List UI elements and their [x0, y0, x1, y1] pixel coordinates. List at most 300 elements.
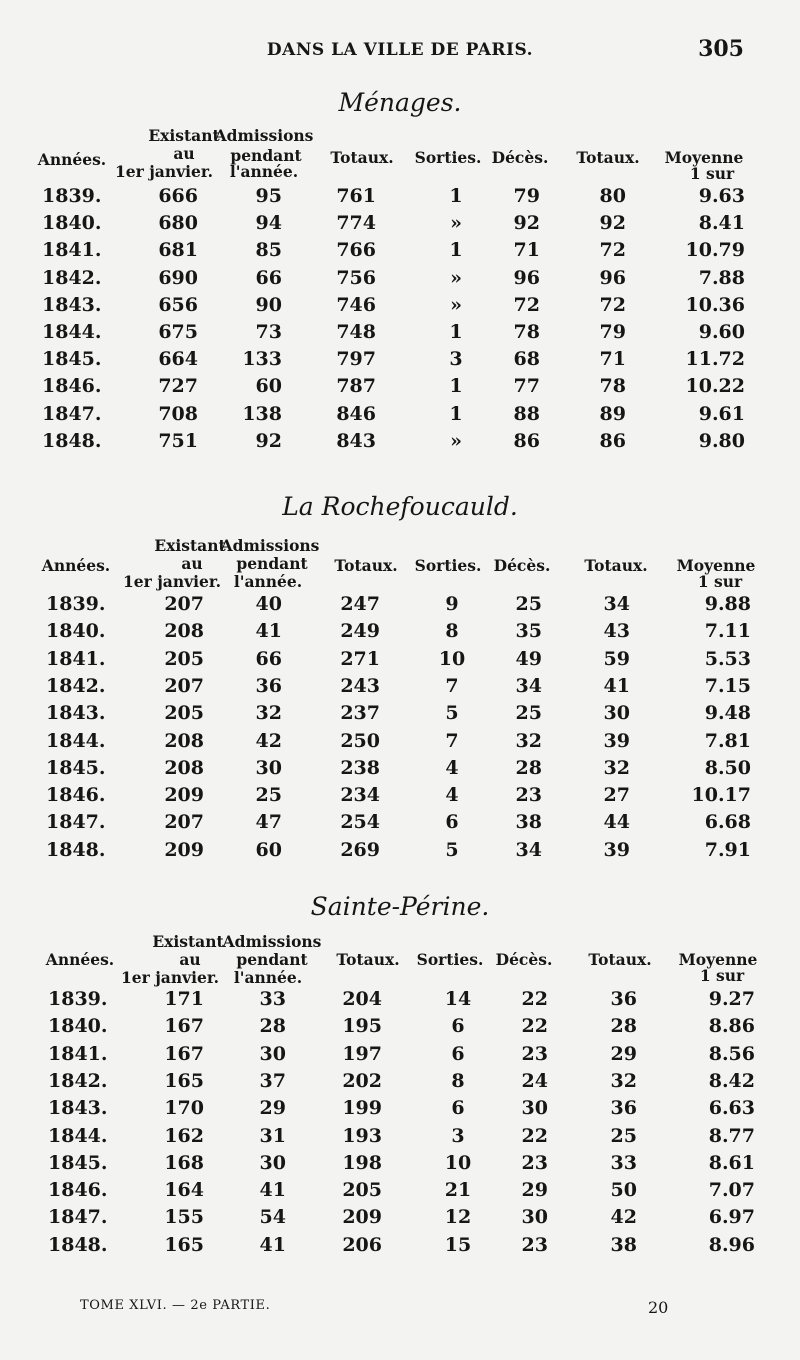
cell-admissions: 41 — [259, 1179, 286, 1201]
cell-moyenne: 6.97 — [708, 1206, 755, 1228]
cell-sorties: 10 — [444, 1152, 472, 1174]
cell-annee: 1843. — [48, 1097, 108, 1119]
cell-totaux-2: 36 — [610, 1097, 637, 1119]
cell-existant: 155 — [164, 1206, 204, 1228]
cell-deces: 23 — [521, 1152, 548, 1174]
cell-annee: 1846. — [46, 784, 106, 806]
cell-sorties: 1 — [449, 239, 463, 261]
cell-moyenne: 9.63 — [698, 185, 745, 207]
cell-annee: 1848. — [48, 1234, 108, 1256]
table-row — [0, 185, 800, 212]
col-header-annees: Années. — [37, 150, 107, 169]
cell-totaux-2: 79 — [599, 321, 626, 343]
cell-annee: 1843. — [42, 294, 102, 316]
cell-admissions: 25 — [255, 784, 282, 806]
col-header-existant-1: Existant — [152, 932, 224, 951]
cell-moyenne: 9.27 — [708, 988, 755, 1010]
cell-deces: 35 — [515, 620, 542, 642]
cell-existant: 164 — [164, 1179, 204, 1201]
col-header-sorties: Sorties. — [416, 950, 484, 969]
cell-existant: 656 — [158, 294, 198, 316]
col-header-moyenne-1: Moyenne — [678, 950, 758, 969]
cell-totaux-2: 86 — [599, 430, 626, 452]
cell-existant: 681 — [158, 239, 198, 261]
cell-moyenne: 10.79 — [685, 239, 745, 261]
cell-sorties: » — [450, 212, 462, 234]
cell-deces: 30 — [521, 1206, 548, 1228]
cell-totaux-2: 34 — [603, 593, 630, 615]
cell-totaux: 247 — [340, 593, 380, 615]
col-header-existant-1: Existant — [148, 126, 220, 145]
cell-moyenne: 9.88 — [704, 593, 751, 615]
cell-existant: 666 — [158, 185, 198, 207]
cell-moyenne: 8.77 — [708, 1125, 755, 1147]
cell-annee: 1840. — [42, 212, 102, 234]
cell-annee: 1841. — [46, 648, 106, 670]
cell-moyenne: 8.56 — [708, 1043, 755, 1065]
cell-totaux: 774 — [336, 212, 376, 234]
table-row — [0, 212, 800, 239]
table-row — [0, 675, 800, 702]
cell-admissions: 40 — [255, 593, 282, 615]
cell-existant: 170 — [164, 1097, 204, 1119]
cell-annee: 1844. — [46, 730, 106, 752]
col-header-moyenne-1: Moyenne — [676, 556, 756, 575]
col-header-totaux-2: Totaux. — [588, 950, 652, 969]
cell-totaux: 209 — [342, 1206, 382, 1228]
cell-moyenne: 10.17 — [691, 784, 751, 806]
cell-totaux-2: 92 — [599, 212, 626, 234]
cell-admissions: 29 — [259, 1097, 286, 1119]
cell-existant: 751 — [158, 430, 198, 452]
cell-moyenne: 7.07 — [708, 1179, 755, 1201]
cell-annee: 1840. — [46, 620, 106, 642]
table-row — [0, 430, 800, 457]
footer-signature: 20 — [648, 1298, 669, 1317]
cell-totaux-2: 32 — [603, 757, 630, 779]
cell-sorties: 4 — [445, 784, 459, 806]
cell-totaux-2: 72 — [599, 239, 626, 261]
cell-admissions: 54 — [259, 1206, 286, 1228]
cell-existant: 675 — [158, 321, 198, 343]
cell-sorties: 3 — [449, 348, 463, 370]
col-header-admissions-3: l'année. — [233, 968, 303, 987]
cell-sorties: 10 — [438, 648, 466, 670]
cell-annee: 1845. — [48, 1152, 108, 1174]
cell-moyenne: 10.36 — [685, 294, 745, 316]
table-row — [0, 348, 800, 375]
cell-moyenne: 6.63 — [708, 1097, 755, 1119]
cell-sorties: 6 — [451, 1097, 465, 1119]
cell-admissions: 47 — [255, 811, 282, 833]
cell-totaux: 766 — [336, 239, 376, 261]
cell-annee: 1842. — [46, 675, 106, 697]
col-header-existant-2: au — [173, 144, 195, 163]
cell-sorties: 7 — [445, 675, 459, 697]
table-row — [0, 1043, 800, 1070]
table-row — [0, 757, 800, 784]
cell-sorties: 4 — [445, 757, 459, 779]
cell-admissions: 85 — [255, 239, 282, 261]
cell-moyenne: 8.96 — [708, 1234, 755, 1256]
cell-moyenne: 7.91 — [704, 839, 751, 861]
col-header-totaux: Totaux. — [336, 950, 400, 969]
cell-totaux: 193 — [342, 1125, 382, 1147]
col-header-moyenne-2: 1 sur — [699, 966, 745, 985]
cell-totaux: 250 — [340, 730, 380, 752]
cell-sorties: 12 — [444, 1206, 472, 1228]
col-header-existant-3: 1er janvier. — [114, 162, 214, 181]
cell-admissions: 32 — [255, 702, 282, 724]
cell-totaux: 748 — [336, 321, 376, 343]
cell-totaux-2: 42 — [610, 1206, 637, 1228]
col-header-sorties: Sorties. — [414, 556, 482, 575]
cell-existant: 209 — [164, 839, 204, 861]
cell-admissions: 94 — [255, 212, 282, 234]
cell-deces: 71 — [513, 239, 540, 261]
cell-totaux: 249 — [340, 620, 380, 642]
table-row — [0, 730, 800, 757]
cell-moyenne: 8.41 — [698, 212, 745, 234]
cell-deces: 23 — [521, 1043, 548, 1065]
cell-existant: 165 — [164, 1070, 204, 1092]
section-title: Ménages. — [338, 88, 462, 117]
cell-totaux-2: 44 — [603, 811, 630, 833]
cell-totaux: 797 — [336, 348, 376, 370]
cell-admissions: 30 — [255, 757, 282, 779]
col-header-admissions-1: Admissions — [220, 536, 320, 555]
col-header-admissions-1: Admissions — [214, 126, 314, 145]
cell-admissions: 42 — [255, 730, 282, 752]
section-title: Sainte-Périne. — [310, 892, 490, 921]
cell-totaux: 271 — [340, 648, 380, 670]
cell-totaux: 199 — [342, 1097, 382, 1119]
cell-totaux-2: 36 — [610, 988, 637, 1010]
cell-deces: 25 — [515, 702, 542, 724]
cell-deces: 28 — [515, 757, 542, 779]
cell-deces: 88 — [513, 403, 540, 425]
cell-totaux-2: 39 — [603, 839, 630, 861]
cell-deces: 30 — [521, 1097, 548, 1119]
col-header-admissions-3: l'année. — [233, 572, 303, 591]
cell-admissions: 36 — [255, 675, 282, 697]
col-header-totaux: Totaux. — [330, 148, 394, 167]
cell-existant: 708 — [158, 403, 198, 425]
cell-deces: 77 — [513, 375, 540, 397]
cell-annee: 1843. — [46, 702, 106, 724]
cell-deces: 23 — [521, 1234, 548, 1256]
table-row — [0, 839, 800, 866]
cell-sorties: 1 — [449, 403, 463, 425]
table-row — [0, 1234, 800, 1261]
cell-deces: 86 — [513, 430, 540, 452]
cell-existant: 162 — [164, 1125, 204, 1147]
cell-totaux-2: 71 — [599, 348, 626, 370]
cell-deces: 32 — [515, 730, 542, 752]
table-row — [0, 1070, 800, 1097]
col-header-admissions-2: pendant — [236, 950, 308, 969]
cell-moyenne: 9.60 — [698, 321, 745, 343]
cell-moyenne: 8.61 — [708, 1152, 755, 1174]
cell-annee: 1842. — [42, 267, 102, 289]
cell-sorties: 6 — [451, 1015, 465, 1037]
cell-totaux: 756 — [336, 267, 376, 289]
cell-totaux-2: 78 — [599, 375, 626, 397]
table-row — [0, 1015, 800, 1042]
table-row — [0, 294, 800, 321]
col-header-admissions-2: pendant — [236, 554, 308, 573]
cell-admissions: 60 — [255, 839, 282, 861]
cell-annee: 1847. — [42, 403, 102, 425]
cell-deces: 29 — [521, 1179, 548, 1201]
cell-sorties: » — [450, 267, 462, 289]
cell-moyenne: 5.53 — [704, 648, 751, 670]
cell-sorties: 21 — [444, 1179, 472, 1201]
cell-sorties: 8 — [451, 1070, 465, 1092]
cell-sorties: 15 — [444, 1234, 472, 1256]
cell-totaux-2: 39 — [603, 730, 630, 752]
cell-annee: 1847. — [46, 811, 106, 833]
cell-existant: 205 — [164, 702, 204, 724]
cell-moyenne: 8.50 — [704, 757, 751, 779]
cell-sorties: » — [450, 430, 462, 452]
cell-admissions: 60 — [255, 375, 282, 397]
cell-admissions: 30 — [259, 1043, 286, 1065]
cell-existant: 168 — [164, 1152, 204, 1174]
col-header-existant-2: au — [179, 950, 201, 969]
cell-existant: 207 — [164, 675, 204, 697]
cell-existant: 165 — [164, 1234, 204, 1256]
table-row — [0, 1179, 800, 1206]
cell-annee: 1839. — [48, 988, 108, 1010]
col-header-deces: Décès. — [491, 148, 549, 167]
cell-totaux: 198 — [342, 1152, 382, 1174]
table-row — [0, 239, 800, 266]
col-header-admissions-1: Admissions — [222, 932, 322, 951]
cell-deces: 23 — [515, 784, 542, 806]
col-header-totaux-2: Totaux. — [576, 148, 640, 167]
cell-sorties: 6 — [445, 811, 459, 833]
cell-sorties: 8 — [445, 620, 459, 642]
page-number: 305 — [698, 36, 744, 62]
cell-existant: 727 — [158, 375, 198, 397]
cell-moyenne: 9.48 — [704, 702, 751, 724]
col-header-totaux-2: Totaux. — [584, 556, 648, 575]
cell-admissions: 66 — [255, 267, 282, 289]
cell-totaux-2: 80 — [599, 185, 626, 207]
cell-moyenne: 6.68 — [704, 811, 751, 833]
cell-moyenne: 7.88 — [698, 267, 745, 289]
cell-totaux: 787 — [336, 375, 376, 397]
cell-existant: 664 — [158, 348, 198, 370]
cell-totaux: 243 — [340, 675, 380, 697]
table-row — [0, 811, 800, 838]
cell-existant: 207 — [164, 593, 204, 615]
cell-totaux: 846 — [336, 403, 376, 425]
table-row — [0, 267, 800, 294]
cell-moyenne: 10.22 — [685, 375, 745, 397]
cell-deces: 34 — [515, 839, 542, 861]
cell-admissions: 33 — [259, 988, 286, 1010]
cell-totaux-2: 38 — [610, 1234, 637, 1256]
cell-totaux: 234 — [340, 784, 380, 806]
cell-totaux-2: 41 — [603, 675, 630, 697]
col-header-admissions-3: l'année. — [229, 162, 299, 181]
col-header-existant-1: Existant — [154, 536, 226, 555]
cell-totaux-2: 28 — [610, 1015, 637, 1037]
cell-existant: 171 — [164, 988, 204, 1010]
cell-deces: 22 — [521, 1125, 548, 1147]
cell-annee: 1848. — [42, 430, 102, 452]
cell-totaux: 202 — [342, 1070, 382, 1092]
table-row — [0, 702, 800, 729]
cell-moyenne: 8.42 — [708, 1070, 755, 1092]
cell-totaux: 238 — [340, 757, 380, 779]
cell-annee: 1842. — [48, 1070, 108, 1092]
table-row — [0, 1152, 800, 1179]
cell-deces: 24 — [521, 1070, 548, 1092]
cell-admissions: 28 — [259, 1015, 286, 1037]
cell-moyenne: 7.11 — [704, 620, 751, 642]
cell-totaux-2: 59 — [603, 648, 630, 670]
cell-moyenne: 8.86 — [708, 1015, 755, 1037]
cell-totaux: 205 — [342, 1179, 382, 1201]
cell-admissions: 37 — [259, 1070, 286, 1092]
cell-totaux: 197 — [342, 1043, 382, 1065]
cell-existant: 208 — [164, 620, 204, 642]
cell-existant: 680 — [158, 212, 198, 234]
cell-sorties: 1 — [449, 375, 463, 397]
cell-sorties: » — [450, 294, 462, 316]
col-header-totaux: Totaux. — [334, 556, 398, 575]
cell-admissions: 95 — [255, 185, 282, 207]
cell-annee: 1844. — [42, 321, 102, 343]
cell-totaux-2: 30 — [603, 702, 630, 724]
table-row — [0, 620, 800, 647]
cell-admissions: 31 — [259, 1125, 286, 1147]
cell-annee: 1841. — [42, 239, 102, 261]
cell-admissions: 138 — [242, 403, 282, 425]
table-row — [0, 321, 800, 348]
cell-admissions: 133 — [242, 348, 282, 370]
cell-totaux-2: 29 — [610, 1043, 637, 1065]
table-row — [0, 1206, 800, 1233]
cell-deces: 25 — [515, 593, 542, 615]
cell-deces: 78 — [513, 321, 540, 343]
cell-sorties: 9 — [445, 593, 459, 615]
col-header-deces: Décès. — [493, 556, 551, 575]
col-header-existant-3: 1er janvier. — [120, 968, 220, 987]
footer-volume: TOME XLVI. — 2e PARTIE. — [80, 1298, 271, 1313]
cell-deces: 22 — [521, 1015, 548, 1037]
cell-existant: 207 — [164, 811, 204, 833]
cell-annee: 1839. — [42, 185, 102, 207]
cell-annee: 1846. — [42, 375, 102, 397]
cell-existant: 208 — [164, 757, 204, 779]
col-header-sorties: Sorties. — [414, 148, 482, 167]
cell-annee: 1844. — [48, 1125, 108, 1147]
cell-existant: 209 — [164, 784, 204, 806]
cell-totaux: 254 — [340, 811, 380, 833]
section-title: La Rochefoucauld. — [282, 492, 518, 521]
cell-deces: 68 — [513, 348, 540, 370]
cell-totaux: 237 — [340, 702, 380, 724]
cell-existant: 205 — [164, 648, 204, 670]
table-row — [0, 648, 800, 675]
table-row — [0, 593, 800, 620]
page-footer — [0, 1298, 800, 1322]
cell-totaux: 204 — [342, 988, 382, 1010]
cell-sorties: 5 — [445, 702, 459, 724]
cell-deces: 38 — [515, 811, 542, 833]
cell-admissions: 41 — [255, 620, 282, 642]
table-row — [0, 988, 800, 1015]
cell-admissions: 30 — [259, 1152, 286, 1174]
cell-moyenne: 9.80 — [698, 430, 745, 452]
cell-annee: 1845. — [46, 757, 106, 779]
cell-totaux: 761 — [336, 185, 376, 207]
cell-existant: 167 — [164, 1015, 204, 1037]
cell-sorties: 5 — [445, 839, 459, 861]
cell-totaux-2: 72 — [599, 294, 626, 316]
cell-admissions: 41 — [259, 1234, 286, 1256]
cell-deces: 79 — [513, 185, 540, 207]
cell-moyenne: 11.72 — [685, 348, 745, 370]
col-header-moyenne-2: 1 sur — [689, 164, 735, 183]
cell-sorties: 6 — [451, 1043, 465, 1065]
cell-annee: 1845. — [42, 348, 102, 370]
table-row — [0, 375, 800, 402]
cell-deces: 72 — [513, 294, 540, 316]
cell-totaux-2: 32 — [610, 1070, 637, 1092]
cell-sorties: 14 — [444, 988, 472, 1010]
col-header-moyenne-2: 1 sur — [697, 572, 743, 591]
cell-annee: 1839. — [46, 593, 106, 615]
cell-existant: 167 — [164, 1043, 204, 1065]
cell-deces: 34 — [515, 675, 542, 697]
cell-totaux: 206 — [342, 1234, 382, 1256]
cell-admissions: 90 — [255, 294, 282, 316]
cell-totaux-2: 89 — [599, 403, 626, 425]
cell-annee: 1846. — [48, 1179, 108, 1201]
cell-totaux-2: 50 — [610, 1179, 637, 1201]
cell-moyenne: 7.15 — [704, 675, 751, 697]
cell-annee: 1848. — [46, 839, 106, 861]
cell-sorties: 3 — [451, 1125, 465, 1147]
cell-totaux-2: 43 — [603, 620, 630, 642]
cell-existant: 208 — [164, 730, 204, 752]
table-row — [0, 1097, 800, 1124]
cell-admissions: 92 — [255, 430, 282, 452]
cell-totaux-2: 27 — [603, 784, 630, 806]
cell-totaux: 843 — [336, 430, 376, 452]
cell-totaux-2: 25 — [610, 1125, 637, 1147]
cell-totaux: 195 — [342, 1015, 382, 1037]
col-header-existant-2: au — [181, 554, 203, 573]
cell-moyenne: 7.81 — [704, 730, 751, 752]
col-header-annees: Années. — [45, 950, 115, 969]
col-header-annees: Années. — [41, 556, 111, 575]
cell-annee: 1847. — [48, 1206, 108, 1228]
cell-annee: 1840. — [48, 1015, 108, 1037]
cell-admissions: 66 — [255, 648, 282, 670]
cell-totaux: 269 — [340, 839, 380, 861]
col-header-admissions-2: pendant — [230, 146, 302, 165]
col-header-existant-3: 1er janvier. — [122, 572, 222, 591]
cell-deces: 92 — [513, 212, 540, 234]
col-header-moyenne-1: Moyenne — [664, 148, 744, 167]
cell-deces: 96 — [513, 267, 540, 289]
